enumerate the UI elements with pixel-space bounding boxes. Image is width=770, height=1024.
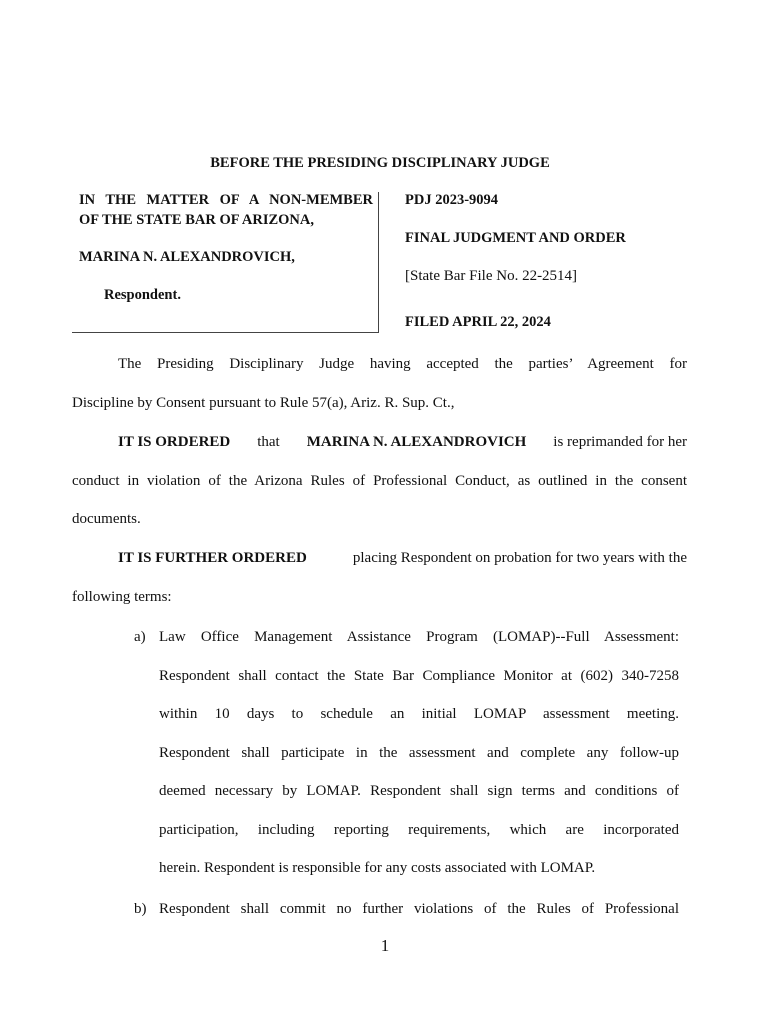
respondent-label: Respondent. bbox=[104, 287, 181, 303]
term-a-line-6: participation, including reporting requirements, which are incorporated bbox=[159, 822, 679, 838]
respondent-name-inline: MARINA N. ALEXANDROVICH bbox=[306, 434, 527, 450]
term-a-line-5: deemed necessary by LOMAP. Respondent shall sign terms and conditions of bbox=[159, 783, 679, 799]
document-heading: BEFORE THE PRESIDING DISCIPLINARY JUDGE bbox=[210, 155, 550, 171]
filed-date: FILED APRIL 22, 2024 bbox=[405, 314, 551, 330]
case-number: PDJ 2023-9094 bbox=[405, 192, 499, 208]
case-caption-party-block bbox=[72, 192, 379, 333]
paragraph-1-line-1: The Presiding Disciplinary Judge having accepted the parties’ Agreement for bbox=[118, 356, 687, 372]
it-is-ordered: IT IS ORDERED bbox=[118, 434, 231, 450]
respondent-name: MARINA N. ALEXANDROVICH, bbox=[79, 249, 295, 265]
term-b-line-1: Respondent shall commit no further violations of the Rules of Professional bbox=[159, 901, 679, 917]
term-a-line-7: herein. Respondent is responsible for any costs associated with LOMAP. bbox=[159, 860, 596, 876]
that-word: that bbox=[257, 434, 280, 450]
matter-line-2: OF THE STATE BAR OF ARIZONA, bbox=[79, 212, 314, 228]
term-a-line-3: within 10 days to schedule an initial LOMAP assessment meeting. bbox=[159, 706, 679, 722]
it-is-further-ordered: IT IS FURTHER ORDERED bbox=[118, 550, 307, 566]
document-title: FINAL JUDGMENT AND ORDER bbox=[405, 230, 626, 246]
paragraph-1-line-2: Discipline by Consent pursuant to Rule 57(a), Ariz. R. Sup. Ct., bbox=[72, 395, 455, 411]
page-number: 1 bbox=[380, 936, 390, 955]
probation-text: placing Respondent on probation for two years with the bbox=[352, 550, 687, 566]
reprimand-text: is reprimanded for her bbox=[553, 434, 687, 450]
term-a-line-4: Respondent shall participate in the assessment and complete any follow-up bbox=[159, 745, 679, 761]
paragraph-2-line-3: documents. bbox=[72, 511, 141, 527]
term-a-line-1: Law Office Management Assistance Program (LOMAP)--Full Assessment: bbox=[159, 629, 679, 645]
paragraph-2-line-2: conduct in violation of the Arizona Rules of Professional Conduct, as outlined in the consent bbox=[72, 473, 687, 489]
term-a-marker: a) bbox=[134, 629, 146, 645]
matter-line-1: IN THE MATTER OF A NON-MEMBER bbox=[79, 192, 373, 208]
term-b-marker: b) bbox=[134, 901, 147, 917]
state-bar-file-number: [State Bar File No. 22-2514] bbox=[405, 268, 578, 284]
paragraph-3-line-1 bbox=[118, 548, 687, 568]
paragraph-2-line-1 bbox=[118, 432, 687, 452]
paragraph-3-line-2: following terms: bbox=[72, 589, 172, 605]
term-a-line-2: Respondent shall contact the State Bar Compliance Monitor at (602) 340-7258 bbox=[159, 668, 679, 684]
